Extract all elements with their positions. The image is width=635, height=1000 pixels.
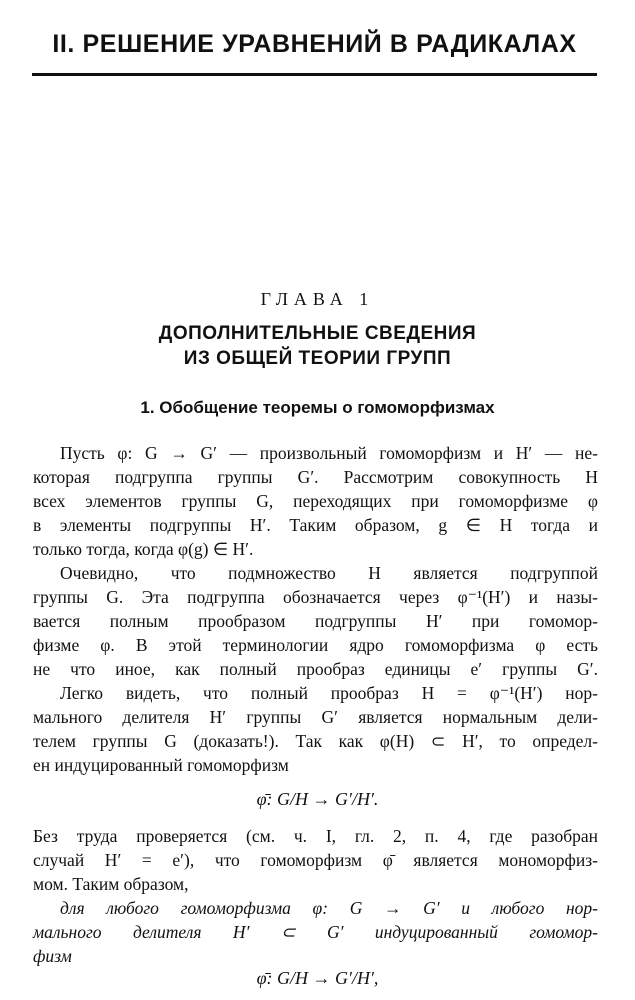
theorem-line: физм	[33, 946, 72, 966]
section-title: 1. Обобщение теоремы о гомоморфизмах	[140, 398, 495, 417]
chapter-title-line-1: ДОПОЛНИТЕЛЬНЫЕ СВЕДЕНИЯ	[158, 323, 477, 344]
body-line: Легко видеть, что полный прообраз H = φ⁻¹(H′) нор-	[60, 683, 598, 703]
formula-induced-homomorphism: φ̄: G/H → G′/H′.	[256, 789, 379, 809]
body-line: мального делителя H′ группы G′ является нормальным дели-	[33, 707, 598, 727]
title-underline	[32, 73, 597, 76]
body-line: Очевидно, что подмножество H является подгруппой	[60, 563, 598, 583]
body-line: мом. Таким образом,	[33, 874, 189, 894]
body-line: в элементы подгруппы H′. Таким образом, g ∈ H тогда и	[33, 515, 598, 535]
body-line: не что иное, как полный прообраз единицы e′ группы G′.	[33, 659, 598, 679]
chapter-label: ГЛАВА 1	[260, 289, 375, 309]
body-line: случай H′ = e′), что гомоморфизм φ̄ является мономорфиз-	[33, 850, 598, 870]
theorem-line: для любого гомоморфизма φ: G → G′ и любого нор-	[60, 898, 598, 918]
formula-induced-homomorphism-2: φ̄: G/H → G′/H′,	[256, 968, 379, 988]
body-line: Без труда проверяется (см. ч. I, гл. 2, п. 4, где разобран	[33, 826, 598, 846]
body-line: группы G. Эта подгруппа обозначается через φ⁻¹(H′) и назы-	[33, 587, 598, 607]
theorem-line: мального делителя H′ ⊂ G′ индуцированный гомомор-	[33, 922, 598, 942]
body-line: Пусть φ: G → G′ — произвольный гомоморфизм и H′ — не-	[60, 443, 598, 463]
part-title: II. РЕШЕНИЕ УРАВНЕНИЙ В РАДИКАЛАХ	[52, 30, 577, 58]
body-line: которая подгруппа группы G′. Рассмотрим совокупность H	[33, 467, 598, 487]
body-line: всех элементов группы G, переходящих при гомоморфизме φ	[33, 491, 598, 511]
body-line: телем группы G (доказать!). Так как φ(H) ⊂ H′, то определ-	[33, 731, 598, 751]
body-line: только тогда, когда φ(g) ∈ H′.	[33, 539, 254, 559]
body-line: ен индуцированный гомоморфизм	[33, 755, 289, 775]
body-line: вается полным прообразом подгруппы H′ при гомомор-	[33, 611, 598, 631]
chapter-title-line-2: ИЗ ОБЩЕЙ ТЕОРИИ ГРУПП	[183, 348, 452, 369]
body-line: физме φ. В этой терминологии ядро гомоморфизма φ есть	[33, 635, 598, 655]
